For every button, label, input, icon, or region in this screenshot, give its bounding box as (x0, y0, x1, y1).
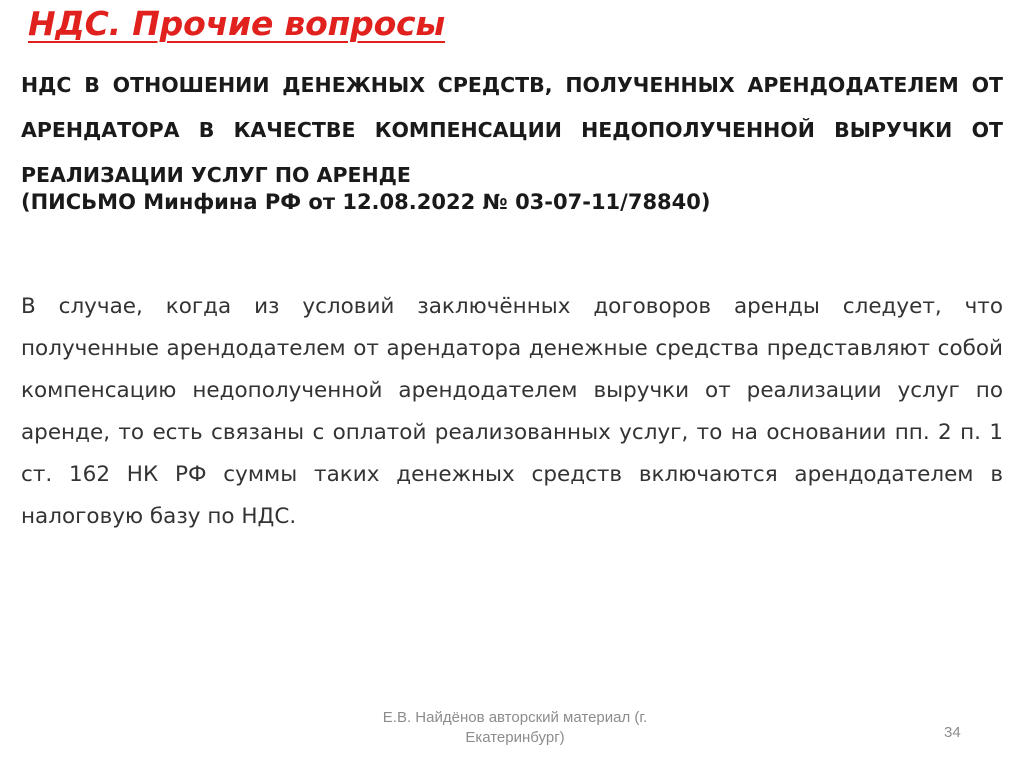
body-paragraph: В случае, когда из условий заключённых договоров аренды следует, что полученные арендодателем от арендатора денежные средства представляют собой компенсацию недополученной арендодателем выручки от реализации услуг по аренде, то есть связаны с оплатой реализованных услуг, то на основании пп. 2 п. 1 ст. 162 НК РФ суммы таких денежных средств включаются арендодателем в налоговую базу по НДС. (21, 294, 1003, 529)
page-number: 34 (944, 724, 961, 741)
slide-heading: НДС В ОТНОШЕНИИ ДЕНЕЖНЫХ СРЕДСТВ, ПОЛУЧЕННЫХ АРЕНДОДАТЕЛЕМ ОТ АРЕНДАТОРА В КАЧЕСТВЕ КОМПЕНСАЦИИ НЕДОПОЛУЧЕННОЙ ВЫРУЧКИ ОТ РЕАЛИЗАЦИИ УСЛУГ ПО АРЕНДЕ (21, 73, 1003, 187)
footer-author-note: Е.В. Найдёнов авторский материал (г. Екатеринбург) (382, 709, 648, 746)
slide-title: НДС. Прочие вопросы (28, 4, 446, 43)
letter-reference: (ПИСЬМО Минфина РФ от 12.08.2022 № 03-07-11/78840) (21, 190, 711, 214)
